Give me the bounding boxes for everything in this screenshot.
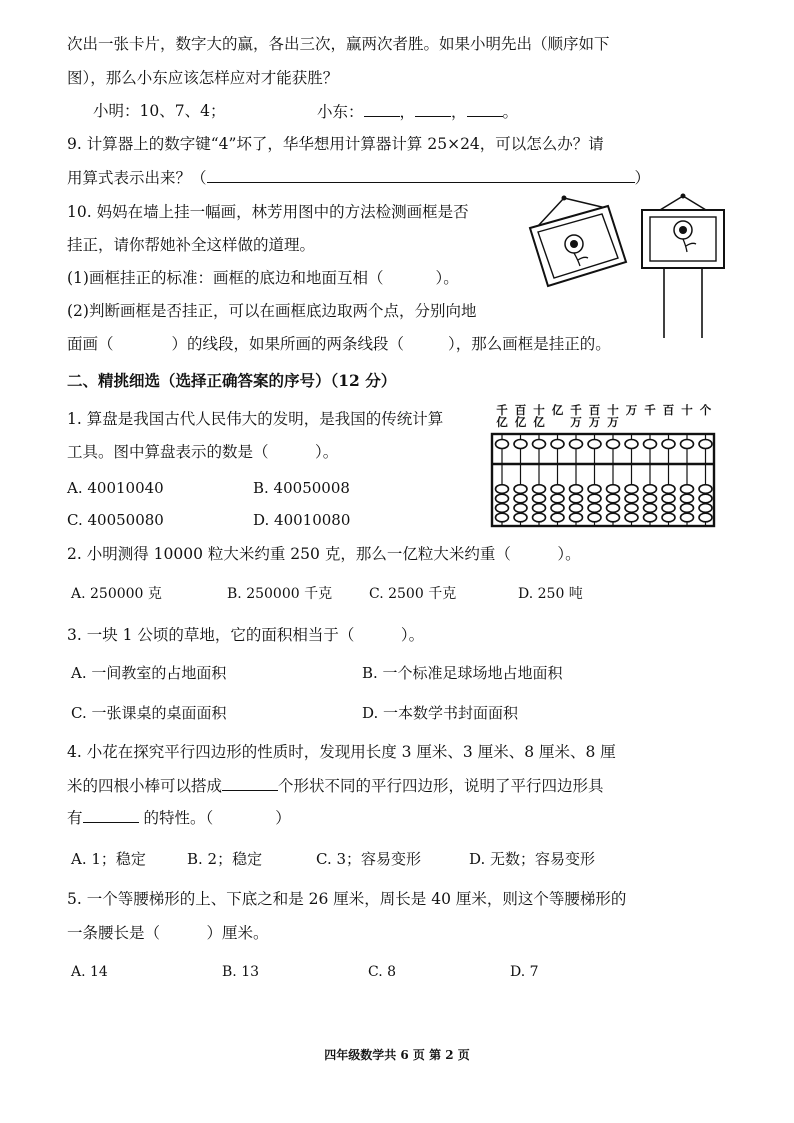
abacus-label-char: 千: [570, 404, 582, 417]
abacus-place-labels: [496, 404, 712, 429]
c4-blank-1[interactable]: [222, 774, 278, 791]
abacus-lower-bead: [588, 494, 601, 503]
abacus-lower-bead: [570, 504, 583, 513]
q9-line2-end: ）: [634, 169, 651, 187]
q8-line1: 次出一张卡片，数字大的赢，各出三次，赢两次者胜。如果小明先出（顺序如下: [67, 35, 610, 53]
c4-line3: [67, 806, 291, 829]
abacus-label-char: 万: [570, 415, 582, 429]
c4-line1: 4. 小花在探究平行四边形的性质时，发现用长度 3 厘米、3 厘米、8 厘米、8 厘: [67, 743, 616, 761]
c3-line1: 3. 一块 1 公顷的草地，它的面积相当于（ ）。: [67, 626, 425, 644]
q10-line4: (2)判断画框是否挂正，可以在画框底边取两个点，分别向地: [67, 302, 477, 320]
abacus-lower-bead: [662, 504, 675, 513]
abacus-lower-bead: [570, 485, 583, 494]
c1-option-c[interactable]: C. 40050080: [67, 511, 164, 529]
c4-option-b[interactable]: B. 2；稳定: [187, 850, 263, 868]
c4-option-c[interactable]: C. 3；容易变形: [316, 850, 422, 868]
abacus-lower-bead: [514, 494, 527, 503]
abacus-lower-bead: [644, 485, 657, 494]
q8-blank-2[interactable]: [415, 100, 451, 117]
abacus-upper-bead: [607, 440, 620, 449]
abacus-lower-bead: [514, 504, 527, 513]
abacus-upper-bead: [496, 440, 509, 449]
q8-sep-2: ，: [451, 103, 467, 121]
abacus-lower-bead: [570, 513, 583, 522]
abacus-lower-bead: [625, 485, 638, 494]
c5-option-c[interactable]: C. 8: [368, 964, 397, 980]
abacus-lower-bead: [551, 485, 564, 494]
abacus-lower-bead: [644, 504, 657, 513]
c4-blank-2[interactable]: [83, 806, 139, 823]
c2-option-d[interactable]: D. 250 吨: [518, 586, 583, 602]
c1-line1: 1. 算盘是我国古代人民伟大的发明，是我国的传统计算: [67, 410, 444, 428]
c4-line2: [67, 774, 604, 797]
c1-option-d[interactable]: D. 40010080: [253, 511, 351, 529]
c4-line3-a: 有: [67, 809, 83, 827]
c3-option-a[interactable]: A. 一间教室的占地面积: [71, 664, 227, 682]
abacus-label-char: 百: [662, 404, 675, 417]
abacus-lower-bead: [570, 494, 583, 503]
c2-option-b[interactable]: B. 250000 千克: [227, 586, 333, 602]
abacus-label-char: 亿: [533, 415, 545, 429]
abacus-upper-bead: [533, 440, 546, 449]
abacus-upper-bead: [588, 440, 601, 449]
q8-blank-1[interactable]: [364, 100, 400, 117]
q8-xiaodong: [317, 100, 518, 123]
abacus-lower-bead: [533, 504, 546, 513]
abacus-lower-bead: [533, 485, 546, 494]
c5-line2: 一条腰长是（ ）厘米。: [67, 924, 269, 942]
abacus-upper-bead: [699, 440, 712, 449]
abacus-lower-bead: [662, 485, 675, 494]
abacus-label-char: 十: [533, 404, 545, 417]
q10-line5-b: ）的线段，如果所画的两条线段（: [171, 335, 405, 353]
q8-line2: 图），那么小东应该怎样应对才能获胜？: [67, 69, 339, 87]
abacus-lower-bead: [496, 485, 509, 494]
abacus-lower-bead: [551, 513, 564, 522]
c2-option-c[interactable]: C. 2500 千克: [369, 586, 457, 602]
picture-frames-illustration: [524, 192, 734, 342]
abacus-label-char: 十: [607, 404, 619, 417]
q10-line3-start: (1)画框挂正的标准：画框的底边和地面互相（: [67, 269, 384, 287]
c4-line2-b: 个形状不同的平行四边形，说明了平行四边形具: [278, 777, 604, 795]
abacus-upper-bead: [681, 440, 694, 449]
abacus-lower-bead: [607, 494, 620, 503]
abacus-upper-bead: [625, 440, 638, 449]
abacus-lower-bead: [644, 494, 657, 503]
q10-line2: 挂正，请你帮她补全这样做的道理。: [67, 236, 316, 254]
q9-line2-start: 用算式表示出来？（: [67, 169, 207, 187]
abacus-lower-bead: [662, 494, 675, 503]
abacus-label-char: 万: [588, 415, 601, 429]
q10-line3-end: ）。: [435, 269, 459, 287]
abacus-lower-bead: [514, 485, 527, 494]
abacus-upper-bead: [514, 440, 527, 449]
c4-line3-b: 的特性。（ ）: [138, 809, 291, 827]
c4-option-a[interactable]: A. 1；稳定: [71, 850, 146, 868]
abacus-lower-bead: [496, 513, 509, 522]
abacus-label-char: 个: [699, 404, 712, 417]
q8-xiaoming: 小明：10、7、4；: [93, 102, 226, 120]
q9-line2: [67, 166, 650, 189]
abacus-upper-bead: [662, 440, 675, 449]
abacus-rods: [496, 435, 713, 525]
q8-sep-1: ，: [399, 103, 416, 121]
straight-frame: [642, 194, 724, 339]
c5-line1: 5. 一个等腰梯形的上、下底之和是 26 厘米，周长是 40 厘米，则这个等腰梯形的: [67, 890, 627, 908]
abacus-lower-bead: [607, 485, 620, 494]
abacus-label-char: 亿: [514, 415, 527, 429]
section-2-title: 二、精挑细选（选择正确答案的序号）（12 分）: [67, 371, 397, 390]
abacus-lower-bead: [662, 513, 675, 522]
c4-option-d[interactable]: D. 无数；容易变形: [469, 850, 596, 868]
tilted-frame: [530, 196, 626, 287]
c5-option-d[interactable]: D. 7: [510, 964, 539, 980]
abacus-upper-bead: [644, 440, 657, 449]
c5-option-a[interactable]: A. 14: [71, 964, 108, 980]
c5-option-b[interactable]: B. 13: [222, 964, 260, 980]
q10-line5-c: ），那么画框是挂正的。: [448, 335, 611, 353]
q10-line1: 10. 妈妈在墙上挂一幅画，林芳用图中的方法检测画框是否: [67, 203, 469, 221]
q10-line3: [67, 267, 459, 289]
abacus-lower-bead: [625, 494, 638, 503]
page-footer: 四年级数学共 6 页 第 2 页: [324, 1048, 470, 1062]
abacus-lower-bead: [588, 513, 601, 522]
c1-line2: 工具。图中算盘表示的数是（ ）。: [67, 443, 339, 461]
c3-option-b[interactable]: B. 一个标准足球场地占地面积: [362, 664, 563, 682]
abacus-lower-bead: [681, 485, 694, 494]
abacus-lower-bead: [699, 513, 712, 522]
q8-end: 。: [502, 103, 519, 121]
abacus-label-char: 百: [514, 404, 527, 417]
c2-line1: 2. 小明测得 10000 粒大米约重 250 克，那么一亿粒大米约重（ ）。: [67, 545, 581, 563]
abacus-lower-bead: [625, 513, 638, 522]
abacus-lower-bead: [496, 504, 509, 513]
abacus-upper-bead: [551, 440, 564, 449]
abacus-label-char: 百: [588, 404, 601, 417]
c1-option-b[interactable]: B. 40050008: [253, 479, 350, 497]
abacus-lower-bead: [699, 504, 712, 513]
q10-line5-a: 面画（: [67, 335, 114, 353]
abacus-lower-bead: [625, 504, 638, 513]
abacus-lower-bead: [699, 494, 712, 503]
abacus-label-char: 千: [644, 404, 656, 417]
c3-option-d[interactable]: D. 一本数学书封面面积: [362, 704, 519, 722]
abacus-lower-bead: [607, 513, 620, 522]
abacus-lower-bead: [496, 494, 509, 503]
abacus-upper-bead: [570, 440, 583, 449]
q8-blank-3[interactable]: [467, 100, 503, 117]
abacus-lower-bead: [533, 494, 546, 503]
abacus-figure: [488, 404, 718, 528]
c1-option-a[interactable]: A. 40010040: [67, 479, 164, 497]
q9-answer-blank[interactable]: [207, 166, 635, 183]
abacus-lower-bead: [551, 504, 564, 513]
abacus-lower-bead: [533, 513, 546, 522]
abacus-label-char: 亿: [551, 404, 564, 417]
c4-line2-a: 米的四根小棒可以搭成: [67, 777, 223, 795]
abacus-lower-bead: [699, 485, 712, 494]
c3-option-c[interactable]: C. 一张课桌的桌面面积: [71, 704, 227, 722]
c2-option-a[interactable]: A. 250000 克: [71, 586, 162, 602]
abacus-lower-bead: [551, 494, 564, 503]
q8-xiaodong-label: 小东：: [317, 103, 364, 121]
q9-line1: 9. 计算器上的数字键“4”坏了，华华想用计算器计算 25×24，可以怎么办？请: [67, 135, 604, 153]
abacus-lower-bead: [588, 504, 601, 513]
abacus-lower-bead: [607, 504, 620, 513]
abacus-lower-bead: [644, 513, 657, 522]
abacus-label-char: 万: [625, 404, 638, 417]
abacus-lower-bead: [588, 485, 601, 494]
abacus-lower-bead: [681, 504, 694, 513]
abacus-label-char: 十: [681, 404, 693, 417]
abacus-label-char: 万: [607, 415, 619, 429]
abacus-lower-bead: [514, 513, 527, 522]
abacus-label-char: 亿: [496, 415, 508, 429]
abacus-label-char: 千: [496, 404, 508, 417]
abacus-lower-bead: [681, 513, 694, 522]
abacus-lower-bead: [681, 494, 694, 503]
